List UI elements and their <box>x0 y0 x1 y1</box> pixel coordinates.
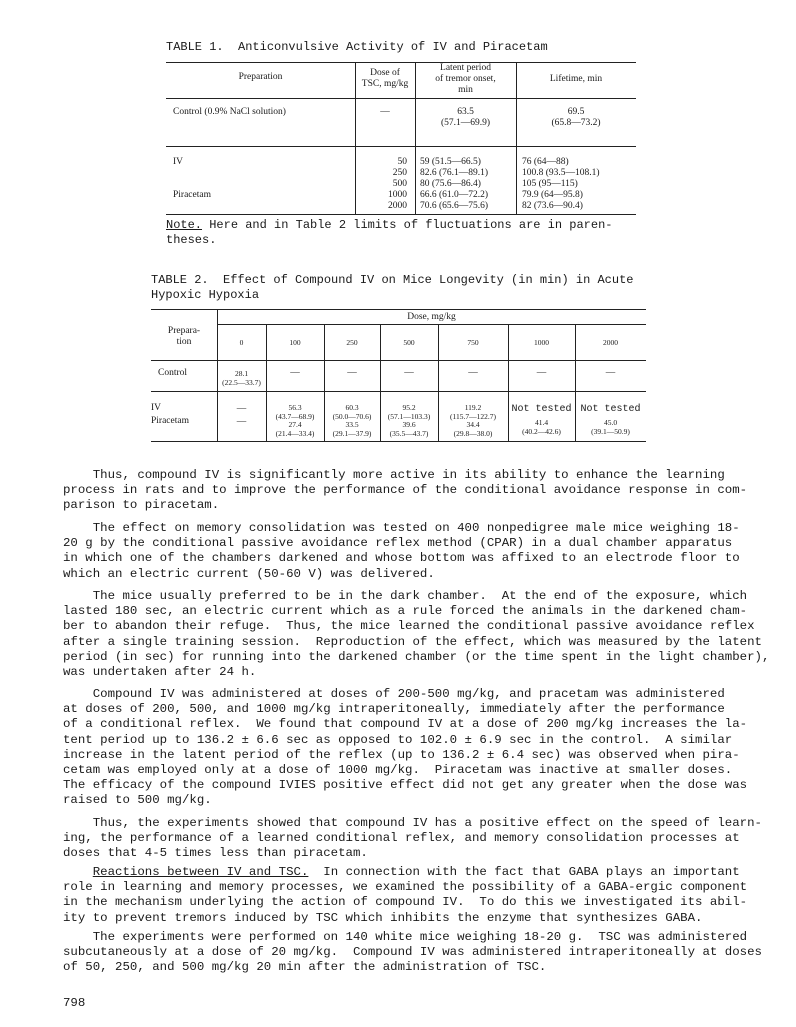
table2-header-preparation: Prepara- tion <box>167 326 201 347</box>
reactions-heading: Reactions between IV and TSC. <box>92 865 309 879</box>
table2-control-value: — <box>468 368 478 378</box>
table2-dose-header: 0 <box>239 338 244 347</box>
table1-control-lifetime: 69.5 (65.8—73.2) <box>551 107 601 128</box>
table2-control-label: Control <box>158 368 188 378</box>
table1-caption: TABLE 1. Anticonvulsive Activity of IV and Piracetam <box>166 40 548 54</box>
table2-dose-header: 2000 <box>603 338 618 347</box>
table1-control-label: Control (0.9% NaCl solution) <box>173 107 286 117</box>
table2-caption: TABLE 2. Effect of Compound IV on Mice Longevity (in min) in Acute Hypoxic Hypoxia <box>151 273 634 302</box>
table1-header-dose: Dose of TSC, mg/kg <box>361 68 409 89</box>
table2-control-rule <box>151 391 646 392</box>
table2-control-value: — <box>404 368 414 378</box>
table2-dose-header: 100 <box>289 338 301 347</box>
table2-treated-value: 60.3 (50.0—70.6) 33.5 (29.1—37.9) <box>332 403 372 438</box>
table1-lifetime-values: 76 (64—88) 100.8 (93.5—108.1) 105 (95—115) 79.9 (64—95.8) 82 (73.6—90.4) <box>522 157 600 211</box>
paragraph: Thus, compound IV is significantly more active in its ability to enhance the learning process in rats and to improve the performance of the conditional avoidance response in com- parison to piracetam. <box>63 468 748 513</box>
table1-top-rule <box>166 62 636 63</box>
table2-control-value: — <box>290 368 300 378</box>
reactions-text-rest: role in learning and memory processes, we examined the possibility of a GABA-ergic component in the mechanism underlying the action of compound IV. To do this we investigated its abil- ity to prevent tremors induced by TSC which inhibits the enzyme that synthesizes GABA. <box>63 880 748 925</box>
reactions-text-first: In connection with the fact that GABA plays an important <box>308 865 740 879</box>
table2-control-value: — <box>536 368 547 378</box>
table2-dose-header: 500 <box>403 338 415 347</box>
table2-not-tested: Not tested <box>511 404 572 415</box>
table2-treated-cell <box>508 404 575 436</box>
table2-treated-value: — — <box>236 404 247 427</box>
table2-treated-value: 56.3 (43.7—68.9) 27.4 (21.4—33.4) <box>275 403 315 438</box>
table2-header-rule <box>151 360 646 361</box>
reactions-paragraph <box>63 865 747 926</box>
table1-doses: 50 250 500 1000 2000 <box>388 157 407 211</box>
table1-bottom-rule <box>166 214 636 215</box>
table2-not-tested: Not tested <box>580 404 641 415</box>
table1-row-label-iv: IV <box>173 157 184 167</box>
table2-piracetam-value: 45.0 (39.1—50.9) <box>591 418 630 436</box>
table2-treated-cell <box>575 404 646 436</box>
paragraph: The mice usually preferred to be in the dark chamber. At the end of the exposure, which lasted 180 sec, an electric current which as a rule forced the animals in the darkened cham- ber to abandon their refuge. Thus, the mice learned the conditional passive avoidance reflex after a single training session. Reproduction of the effect, which was measured by the latent period (in sec) for running into the darkened chamber (or the time spent in the light chamber), was undertaken after 24 h. <box>63 589 770 680</box>
table2-treated-value: 95.2 (57.1—103.3) 39.6 (35.5—43.7) <box>387 403 431 438</box>
table2-row-label-iv: IV <box>151 403 162 413</box>
paragraph: Compound IV was administered at doses of 200-500 mg/kg, and pracetam was administered at doses of 200, 500, and 1000 mg/kg intraperitoneally, immediately after the performance of a conditional reflex. We found that compound IV at a dose of 200 mg/kg increases the la- tent period up to 136.2 ± 6.6 sec as opposed to 102.0 ± 6.9 sec in the control. A similar increase in the latent period of the reflex (up to 136.2 ± 6.4 sec) was observed when pira- cetam was employed only at a dose of 1000 mg/kg. Piracetam was inactive at smaller doses. The efficacy of the compound IVIES positive effect did not get any greater when the dose was raised to 500 mg/kg. <box>63 687 748 808</box>
table2-dose-rule <box>217 324 646 325</box>
table1-row-label-piracetam: Piracetam <box>173 190 211 200</box>
table1-control-latent: 63.5 (57.1—69.9) <box>440 107 491 128</box>
table1-header-latent: Latent period of tremor onset, min <box>435 63 496 95</box>
table2-dose-header: 750 <box>467 338 479 347</box>
table2-dose-header: 1000 <box>534 338 549 347</box>
table1-note-label: Note. <box>166 218 203 232</box>
table2-control-value: — <box>605 368 616 378</box>
table1-latent-values: 59 (51.5—66.5) 82.6 (76.1—89.1) 80 (75.6—86.4) 66.6 (61.0—72.2) 70.6 (65.6—75.6) <box>420 157 489 211</box>
table1-note-text: Here and in Table 2 limits of fluctuations are in paren- theses. <box>166 218 613 247</box>
table1-header-rule <box>166 98 636 99</box>
table2-dose-header: 250 <box>346 338 358 347</box>
table2-control-value: — <box>347 368 357 378</box>
paragraph: The effect on memory consolidation was tested on 400 nonpedigree male mice weighing 18- 20 g by the conditional passive avoidance reflex method (CPAR) in a dual chamber apparatus in which one of the chambers darkened and whose bottom was affixed to an electrode floor to which an electric current (50-60 V) was delivered. <box>63 521 740 581</box>
table2-top-rule <box>151 309 646 310</box>
table2-control-value: 28.1 (22.5—33.7) <box>222 369 261 387</box>
table1-control-rule <box>166 146 636 147</box>
paragraph: Thus, the experiments showed that compound IV has a positive effect on the speed of learn- ing, the performance of a learned conditional reflex, and memory consolidation processes at doses that 4-5 times less than piracetam. <box>63 816 762 861</box>
table1-control-dose: — <box>380 107 390 117</box>
table2-piracetam-value: 41.4 (40.2—42.6) <box>522 418 561 436</box>
table1-header-lifetime: Lifetime, min <box>549 74 603 84</box>
paragraph: The experiments were performed on 140 white mice weighing 18-20 g. TSC was administered subcutaneously at a dose of 20 mg/kg. Compound IV was administered intraperitoneally at doses of 50, 250, and 500 mg/kg 20 min after the administration of TSC. <box>63 930 762 975</box>
table2-header-dose: Dose, mg/kg <box>407 312 456 322</box>
table2-bottom-rule <box>151 441 646 442</box>
page-number: 798 <box>63 996 86 1010</box>
table2-row-label-piracetam: Piracetam <box>151 416 189 426</box>
table1-header-preparation: Preparation <box>238 72 283 82</box>
table1-note <box>166 218 612 248</box>
table2-treated-value: 119.2 (115.7—122.7) 34.4 (29.8—38.0) <box>450 403 496 438</box>
